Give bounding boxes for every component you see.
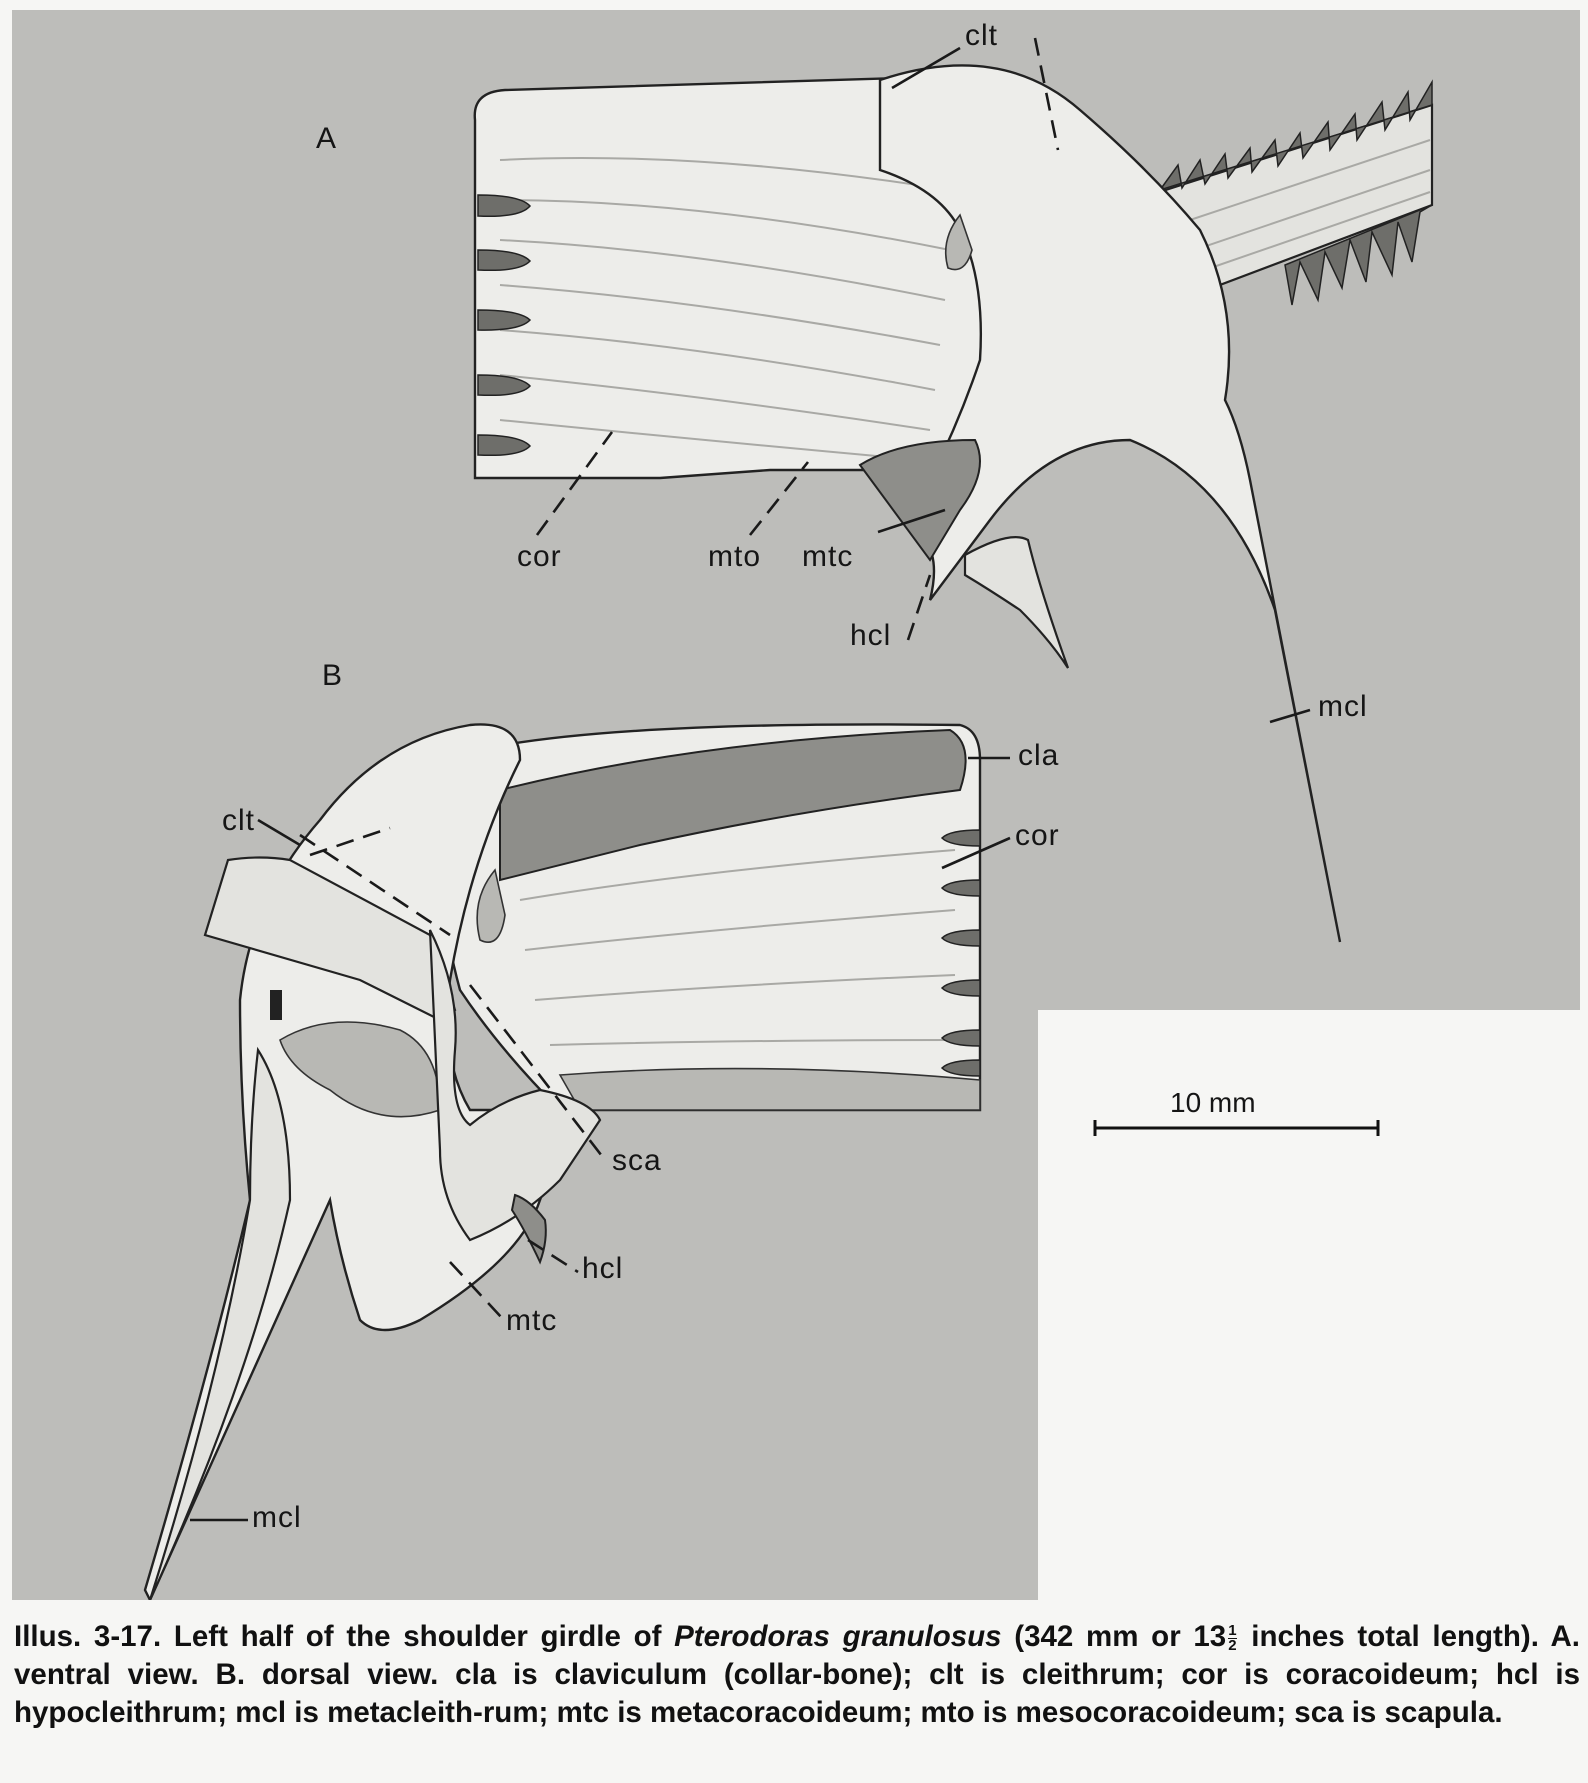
label-a-mcl: mcl xyxy=(1318,690,1368,723)
dorsal-lower-band xyxy=(560,1069,980,1110)
scale-bar-label: 10 mm xyxy=(1170,1087,1256,1118)
label-a-clt: clt xyxy=(965,19,998,52)
label-b-cla: cla xyxy=(1018,739,1060,772)
strap-dark-mark xyxy=(270,990,282,1020)
scale-panel xyxy=(1038,1010,1580,1600)
caption-lead: Illus. 3-17. Left half of the shoulder girdle of xyxy=(14,1620,675,1653)
panel-b-letter: B xyxy=(322,659,343,692)
caption-length-pre: (342 mm or 13 xyxy=(1001,1620,1227,1653)
label-a-mto: mto xyxy=(708,540,762,573)
label-b-clt: clt xyxy=(222,804,255,837)
panel-a-letter: A xyxy=(316,122,337,155)
label-b-mtc: mtc xyxy=(506,1304,558,1337)
label-a-hcl: hcl xyxy=(850,619,892,652)
caption-fraction-numerator: 1 xyxy=(1228,1621,1237,1639)
label-b-hcl: hcl xyxy=(582,1252,624,1285)
caption-length-post: inches total length). A. ventral view. B. dorsal view. cla is claviculum (collar-bone); clt is cleithrum; cor is coracoideum; hcl is hypocleithrum; mcl is metacleith-rum; mtc is metacoracoideum; mto is mesocoracoideum; sca is scapula. xyxy=(14,1620,1580,1729)
figure-caption xyxy=(14,1618,1580,1732)
caption-fraction-denominator: 2 xyxy=(1228,1636,1237,1654)
label-a-mtc: mtc xyxy=(802,540,854,573)
caption-species: Pterodoras granulosus xyxy=(674,1620,1002,1653)
caption-fraction xyxy=(1228,1621,1237,1654)
label-b-mcl: mcl xyxy=(252,1501,302,1534)
label-b-cor: cor xyxy=(1015,819,1060,852)
label-a-cor: cor xyxy=(517,540,562,573)
label-b-sca: sca xyxy=(612,1144,662,1177)
